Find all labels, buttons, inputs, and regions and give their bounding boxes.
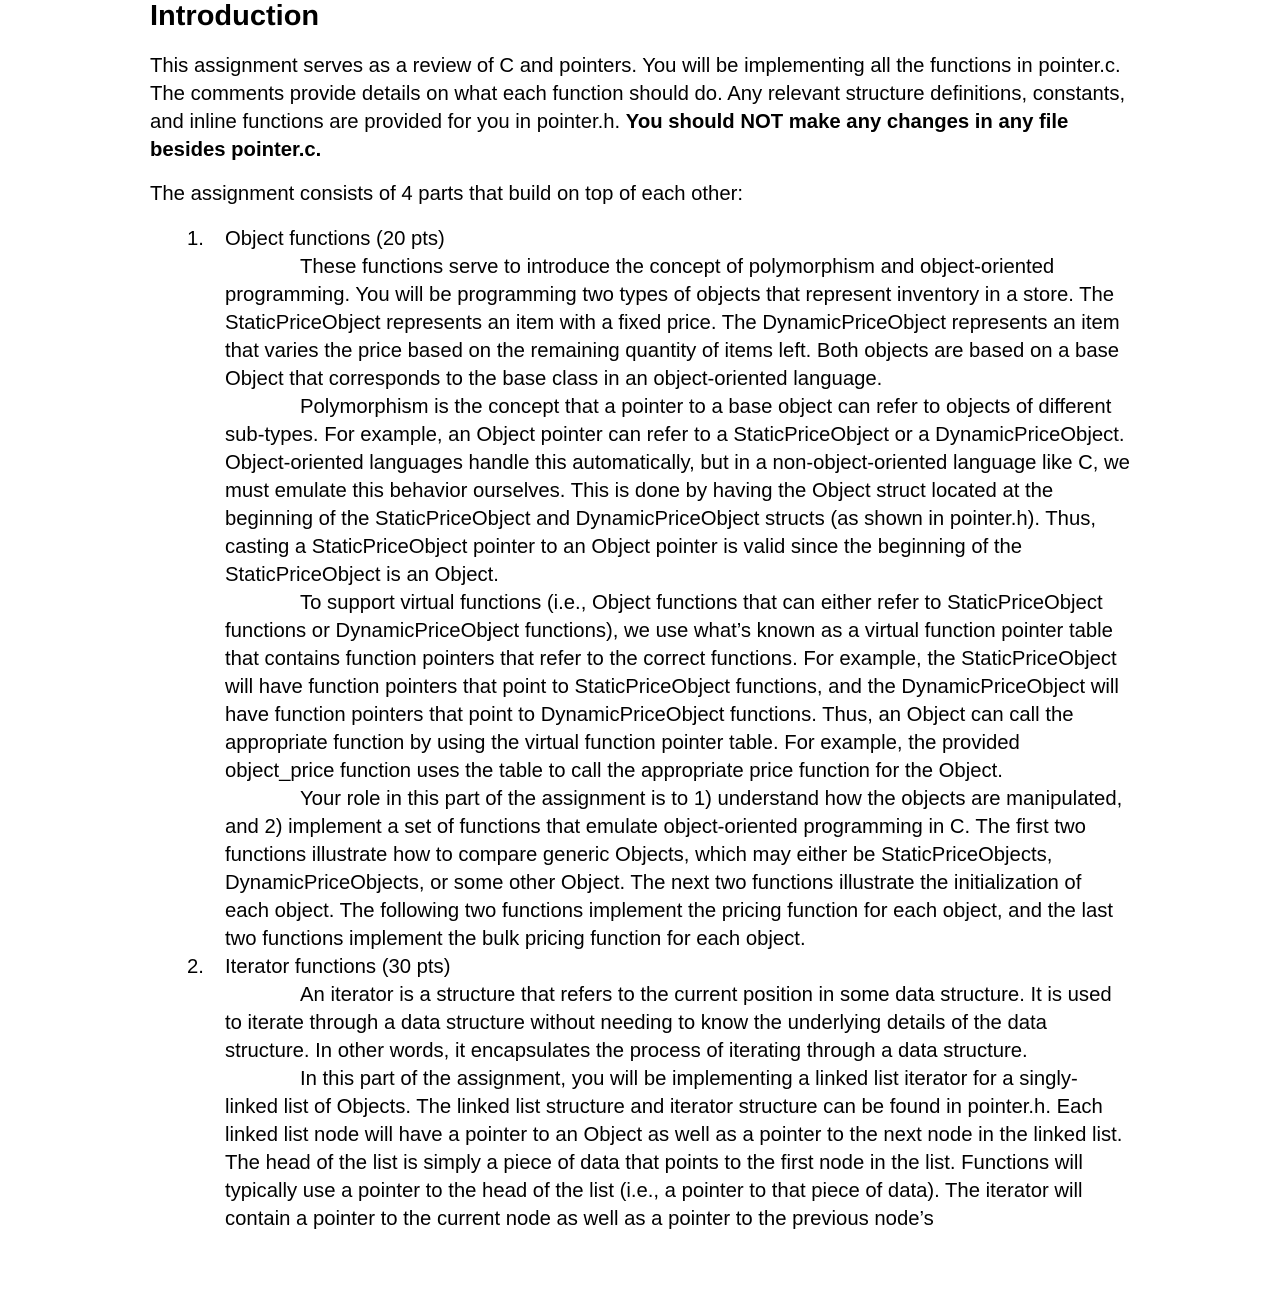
part-item-object-functions (150, 225, 1130, 953)
part-number: 1. (187, 228, 204, 250)
intro-paragraph (150, 52, 1130, 164)
part-heading: Object functions (20 pts) (225, 228, 445, 250)
intro-bold-note: You should NOT make any changes in any file besides pointer.c. (150, 111, 1069, 161)
part-heading: Iterator functions (30 pts) (225, 956, 451, 978)
part-paragraph: An iterator is a structure that refers to the current position in some data structure. It is used to iterate through a data structure without needing to know the underlying details of the data structure. In other words, it encapsulates the process of iterating through a data structure. (225, 984, 1112, 1062)
part-paragraph: Your role in this part of the assignment is to 1) understand how the objects are manipulated, and 2) implement a set of functions that emulate object-oriented programming in C. The first two functions illustrate how to compare generic Objects, which may either be StaticPriceObjects, DynamicPriceObjects, or some other Object. The next two functions illustrate the initialization of each object. The following two functions implement the pricing function for each object, and the last two functions implement the bulk pricing function for each object. (225, 788, 1123, 950)
parts-intro-paragraph: The assignment consists of 4 parts that build on top of each other: (150, 183, 744, 205)
part-number: 2. (187, 956, 204, 978)
parts-list (150, 225, 1130, 1233)
part-paragraph: Polymorphism is the concept that a pointer to a base object can refer to objects of different sub-types. For example, an Object pointer can refer to a StaticPriceObject or a DynamicPriceObject. Object-oriented languages handle this automatically, but in a non-object-oriented language like C, we must emulate this behavior ourselves. This is done by having the Object struct located at the beginning of the StaticPriceObject and DynamicPriceObject structs (as shown in pointer.h). Thus, casting a StaticPriceObject pointer to an Object pointer is valid since the beginning of the StaticPriceObject is an Object. (225, 396, 1130, 586)
page-title: Introduction (150, 0, 320, 32)
intro-text: This assignment serves as a review of C and pointers. You will be implementing all the functions in pointer.c. The comments provide details on what each function should do. Any relevant structure definitions, constants, and inline functions are provided for you in pointer.h. (150, 55, 1126, 133)
part-paragraph: To support virtual functions (i.e., Object functions that can either refer to StaticPriceObject functions or DynamicPriceObject functions), we use what’s known as a virtual function pointer table that contains function pointers that refer to the correct functions. For example, the StaticPriceObject will have function pointers that point to StaticPriceObject functions, and the DynamicPriceObject will have function pointers that point to DynamicPriceObject functions. Thus, an Object can call the appropriate function by using the virtual function pointer table. For example, the provided object_price function uses the table to call the appropriate price function for the Object. (225, 592, 1119, 782)
part-paragraph: In this part of the assignment, you will be implementing a linked list iterator for a singly-linked list of Objects. The linked list structure and iterator structure can be found in pointer.h. Each linked list node will have a pointer to an Object as well as a pointer to the next node in the linked list. The head of the list is simply a piece of data that points to the first node in the list. Functions will typically use a pointer to the head of the list (i.e., a pointer to that piece of data). The iterator will contain a pointer to the current node as well as a pointer to the previous node’s (225, 1068, 1123, 1230)
part-item-iterator-functions (150, 953, 1130, 1233)
part-paragraph: These functions serve to introduce the concept of polymorphism and object-oriented programming. You will be programming two types of objects that represent inventory in a store. The StaticPriceObject represents an item with a fixed price. The DynamicPriceObject represents an item that varies the price based on the remaining quantity of items left. Both objects are based on a base Object that corresponds to the base class in an object-oriented language. (225, 256, 1120, 390)
document-page (150, 0, 1130, 1233)
